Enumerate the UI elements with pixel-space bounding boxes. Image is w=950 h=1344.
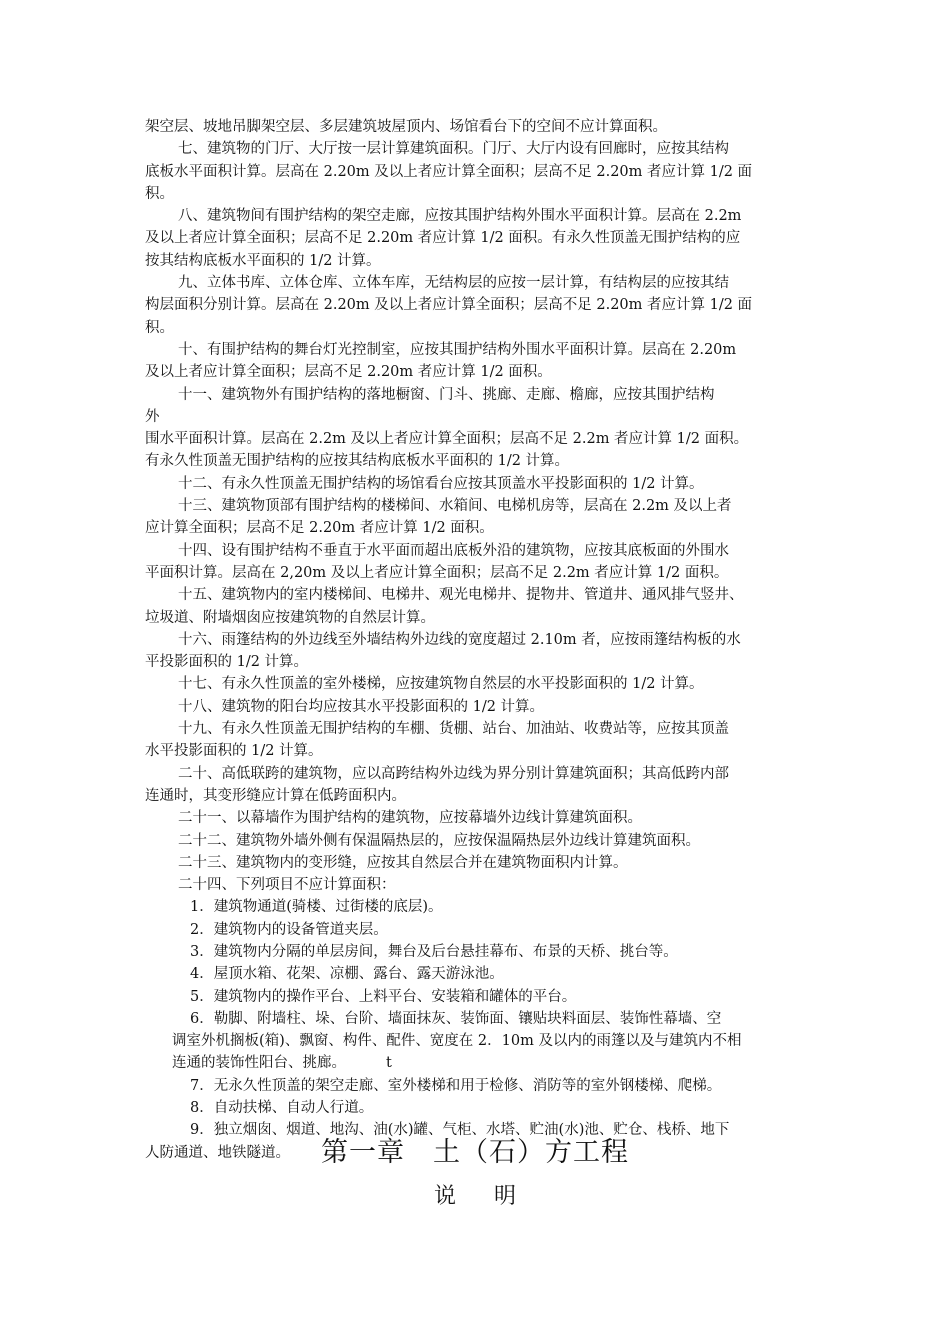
text-line-content: 十四、设有围护结构不垂直于水平面而超出底板外沿的建筑物，应按其底板面的外围水 [178,542,729,559]
text-line [145,384,813,406]
text-line-content: 4．屋顶水箱、花架、凉棚、露台、露天游泳池。 [190,966,504,983]
text-line-content: 二十一、以幕墙作为围护结构的建筑物，应按幕墙外边线计算建筑面积。 [178,810,642,827]
text-line [145,629,813,651]
text-line [145,1052,813,1074]
text-line [145,1008,813,1030]
text-line-content: 十、有围护结构的舞台灯光控制室，应按其围护结构外围水平面积计算。层高在 2.20m [178,341,737,358]
text-line [145,183,813,205]
text-line-content: 二十二、建筑物外墙外侧有保温隔热层的，应按保温隔热层外边线计算建筑面积。 [178,832,700,849]
text-line [145,874,813,896]
stray-mark: t [386,1055,392,1072]
text-line-content: 八、建筑物间有围护结构的架空走廊，应按其围护结构外围水平面积计算。层高在 2.2m [178,208,742,225]
text-line-content: 平面积计算。层高在 2,20m 及以上者应计算全面积；层高不足 2.2m 者应计算 1/2 面积。 [145,564,729,581]
text-line-content: 5．建筑物内的操作平台、上料平台、安装箱和罐体的平台。 [190,988,577,1005]
text-line [145,785,813,807]
text-line-content: 有永久性顶盖无围护结构的应按其结构底板水平面积的 1/2 计算。 [145,453,570,470]
text-line-content: 9．独立烟囱、烟道、地沟、油(水)罐、气柜、水塔、贮油(水)池、贮仓、栈桥、地下 [190,1122,730,1139]
text-line-content: 围水平面积计算。层高在 2.2m 及以上者应计算全面积；层高不足 2.2m 者应计算 1/2 面积。 [145,431,749,448]
text-line-content: 连通的装饰性阳台、挑廊。 [172,1055,346,1072]
text-line [145,763,813,785]
text-line-content: 积。 [145,319,174,336]
text-line-content: 积。 [145,185,174,202]
text-line-content: 十八、建筑物的阳台均应按其水平投影面积的 1/2 计算。 [178,698,545,715]
text-line [145,540,813,562]
text-line-content: 平投影面积的 1/2 计算。 [145,654,309,671]
text-line-content: 及以上者应计算全面积；层高不足 2.20m 者应计算 1/2 面积。 [145,364,552,381]
text-line [145,1075,813,1097]
text-line [145,138,813,160]
text-line [145,584,813,606]
text-line-content: 7．无永久性顶盖的架空走廊、室外楼梯和用于检修、消防等的室外钢楼梯、爬梯。 [190,1077,722,1094]
text-line [145,1030,813,1052]
text-line [145,250,813,272]
text-line [145,1097,813,1119]
text-line-content: 调室外机搁板(箱)、飘窗、构件、配件、宽度在 2．10m 及以内的雨篷以及与建筑内不相 [172,1033,742,1050]
text-line-content: 七、建筑物的门厅、大厅按一层计算建筑面积。门厅、大厅内设有回廊时，应按其结构 [178,141,729,158]
chapter-title: 第一章 土（石）方工程 [321,1137,629,1168]
text-line-content: 十七、有永久性顶盖的室外楼梯，应按建筑物自然层的水平投影面积的 1/2 计算。 [178,676,704,693]
text-line-content: 二十三、建筑物内的变形缝，应按其自然层合并在建筑物面积内计算。 [178,854,628,871]
text-line-content: 连通时，其变形缝应计算在低跨面积内。 [145,787,406,804]
text-line-content: 十五、建筑物内的室内楼梯间、电梯井、观光电梯井、提物井、管道井、通风排气竖井、 [178,587,744,604]
text-line-content: 垃圾道、附墙烟囱应按建筑物的自然层计算。 [145,609,435,626]
text-line [145,740,813,762]
text-line [145,852,813,874]
text-line-content: 十二、有永久性顶盖无围护结构的场馆看台应按其顶盖水平投影面积的 1/2 计算。 [178,475,704,492]
text-line [145,205,813,227]
text-line [145,361,813,383]
text-line-content: 3．建筑物内分隔的单层房间，舞台及后台悬挂幕布、布景的天桥、挑台等。 [190,943,678,960]
text-line [145,696,813,718]
text-line [145,473,813,495]
text-line-content: 构层面积分别计算。层高在 2.20m 及以上者应计算全面积；层高不足 2.20m 者应计算 1/2 面 [145,297,753,314]
text-line [145,294,813,316]
text-line-content: 十九、有永久性顶盖无围护结构的车棚、货棚、站台、加油站、收费站等，应按其顶盖 [178,721,729,738]
text-line-content: 九、立体书库、立体仓库、立体车库，无结构层的应按一层计算，有结构层的应按其结 [178,275,729,292]
text-line-content: 外 [145,408,160,425]
text-line-content: 1．建筑物通道(骑楼、过街楼的底层)。 [190,899,443,916]
text-line [145,428,813,450]
text-line-content: 十三、建筑物顶部有围护结构的楼梯间、水箱间、电梯机房等，层高在 2.2m 及以上者 [178,498,732,515]
text-line-content: 及以上者应计算全面积；层高不足 2.20m 者应计算 1/2 面积。有永久性顶盖无围护结构的应 [145,230,741,247]
text-line-content: 按其结构底板水平面积的 1/2 计算。 [145,252,381,269]
text-line [145,562,813,584]
text-line-content: 6．勒脚、附墙柱、垛、台阶、墙面抹灰、装饰面、镶贴块料面层、装饰性幕墙、空 [190,1010,722,1027]
text-line [145,807,813,829]
text-line [145,317,813,339]
text-line [145,718,813,740]
text-line [145,651,813,673]
text-line [145,116,813,138]
text-line [145,272,813,294]
text-line-content: 二十四、下列项目不应计算面积： [178,877,396,894]
text-line-content: 2．建筑物内的设备管道夹层。 [190,921,388,938]
text-line [145,495,813,517]
text-line-content: 水平投影面积的 1/2 计算。 [145,743,323,760]
text-line [145,161,813,183]
text-line [145,673,813,695]
text-line [145,339,813,361]
document-body [145,116,813,1164]
text-line [145,919,813,941]
text-line [145,517,813,539]
text-line-content: 应计算全面积；层高不足 2.20m 者应计算 1/2 面积。 [145,520,494,537]
text-line [145,607,813,629]
text-line-content: 十一、建筑物外有围护结构的落地橱窗、门斗、挑廊、走廊、檐廊，应按其围护结构 [178,386,715,403]
text-line-content: 架空层、坡地吊脚架空层、多层建筑坡屋顶内、场馆看台下的空间不应计算面积。 [145,119,667,135]
section-title: 说明 [433,1184,554,1209]
text-line-content: 二十、高低联跨的建筑物，应以高跨结构外边线为界分别计算建筑面积；其高低跨内部 [178,765,729,782]
text-line [145,227,813,249]
text-line [145,450,813,472]
text-line-content: 人防通道、地铁隧道。 [145,1144,290,1161]
text-line [145,830,813,852]
text-line [145,941,813,963]
text-line [145,986,813,1008]
text-line-content: 十六、雨篷结构的外边线至外墙结构外边线的宽度超过 2.10m 者，应按雨篷结构板的水 [178,631,741,648]
text-line [145,963,813,985]
text-line [145,896,813,918]
text-line [145,406,813,428]
text-line-content: 8．自动扶梯、自动人行道。 [190,1100,374,1117]
text-line-content: 底板水平面积计算。层高在 2.20m 及以上者应计算全面积；层高不足 2.20m 者应计算 1/2 面 [145,163,753,180]
